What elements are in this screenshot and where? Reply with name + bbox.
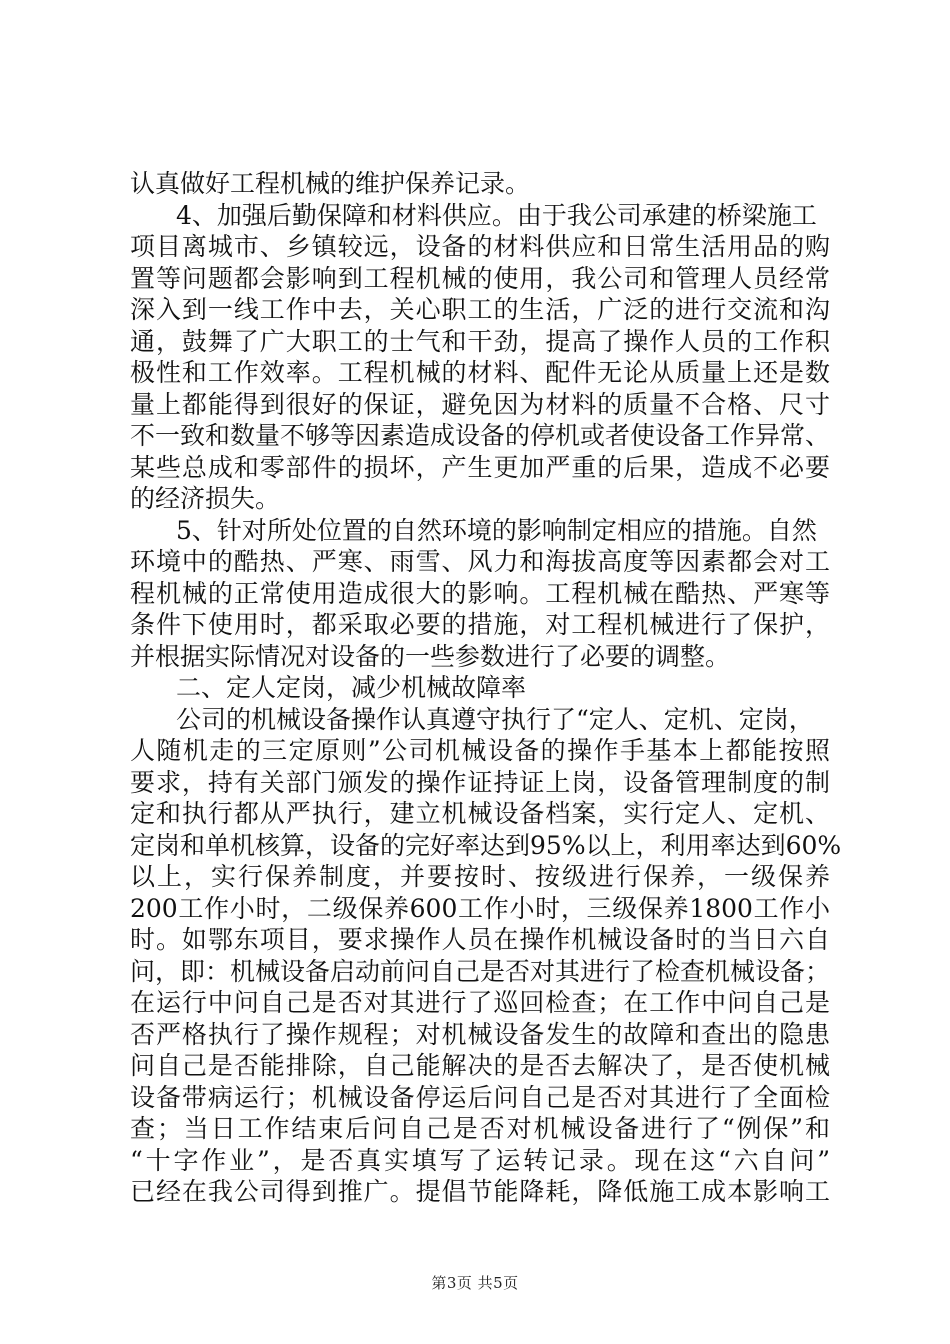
text-line: 并根据实际情况对设备的一些参数进行了必要的调整。 [130, 641, 731, 671]
page-footer [0, 1272, 950, 1293]
text-line: 定岗和单机核算，设备的完好率达到95%以上，利用率达到60% [130, 830, 842, 860]
text-line: 量上都能得到很好的保证，避免因为材料的质量不合格、尺寸 [130, 389, 830, 419]
text-line: “十字作业”，是否真实填写了运转记录。现在这“六自问” [130, 1145, 830, 1175]
text-line: 已经在我公司得到推广。提倡节能降耗，降低施工成本影响工 [130, 1177, 830, 1206]
page-number: 第3页 共5页 [431, 1274, 519, 1292]
document-body [130, 168, 842, 1208]
text-line: 设备带病运行；机械设备停运后问自己是否对其进行了全面检 [130, 1082, 830, 1112]
text-line: 的经济损失。 [130, 484, 281, 513]
text-line: 以上，实行保养制度，并要按时、按级进行保养，一级保养 [130, 862, 830, 891]
text-line: 项目离城市、乡镇较远，设备的材料供应和日常生活用品的购 [130, 232, 830, 261]
text-line: 通，鼓舞了广大职工的士气和干劲，提高了操作人员的工作积 [130, 326, 830, 356]
text-line: 环境中的酷热、严寒、雨雪、风力和海拔高度等因素都会对工 [130, 547, 830, 576]
text-line: 程机械的正常使用造成很大的影响。工程机械在酷热、严寒等 [130, 578, 830, 608]
text-line: 极性和工作效率。工程机械的材料、配件无论从质量上还是数 [130, 358, 830, 387]
text-line: 条件下使用时，都采取必要的措施，对工程机械进行了保护， [130, 610, 830, 639]
text-line: 问自己是否能排除，自己能解决的是否去解决了，是否使机械 [130, 1051, 830, 1080]
text-line: 查；当日工作结束后问自己是否对机械设备进行了“例保”和 [130, 1114, 830, 1143]
paragraph-5-heading-line: 5、针对所处位置的自然环境的影响制定相应的措施。自然 [176, 515, 817, 545]
text-line: 否严格执行了操作规程；对机械设备发生的故障和查出的隐患 [130, 1019, 830, 1049]
text-line: 在运行中问自己是否对其进行了巡回检查；在工作中问自己是 [130, 988, 830, 1017]
text-line: 问，即：机械设备启动前问自己是否对其进行了检查机械设备； [130, 956, 831, 986]
text-line: 200工作小时，二级保养600工作小时，三级保养1800工作小 [130, 893, 830, 923]
text-line: 深入到一线工作中去，关心职工的生活，广泛的进行交流和沟 [130, 295, 830, 324]
text-line: 某些总成和零部件的损坏，产生更加严重的后果，造成不必要 [130, 452, 830, 482]
text-line: 公司的机械设备操作认真遵守执行了“定人、定机、定岗， [176, 704, 814, 734]
text-line: 不一致和数量不够等因素造成设备的停机或者使设备工作异常、 [130, 421, 831, 450]
text-line: 要求，持有关部门颁发的操作证持证上岗，设备管理制度的制 [130, 767, 830, 797]
text-line: 人随机走的三定原则”公司机械设备的操作手基本上都能按照 [130, 736, 830, 765]
paragraph-4-heading-line: 4、加强后勤保障和材料供应。由于我公司承建的桥梁施工 [176, 200, 817, 230]
text-line: 时。如鄂东项目，要求操作人员在操作机械设备时的当日六自 [130, 925, 830, 954]
section-heading-2: 二、定人定岗，减少机械故障率 [176, 673, 527, 702]
text-line: 置等问题都会影响到工程机械的使用，我公司和管理人员经常 [130, 263, 830, 293]
text-line: 认真做好工程机械的维护保养记录。 [130, 169, 531, 198]
text-line: 定和执行都从严执行，建立机械设备档案，实行定人、定机、 [130, 799, 830, 828]
